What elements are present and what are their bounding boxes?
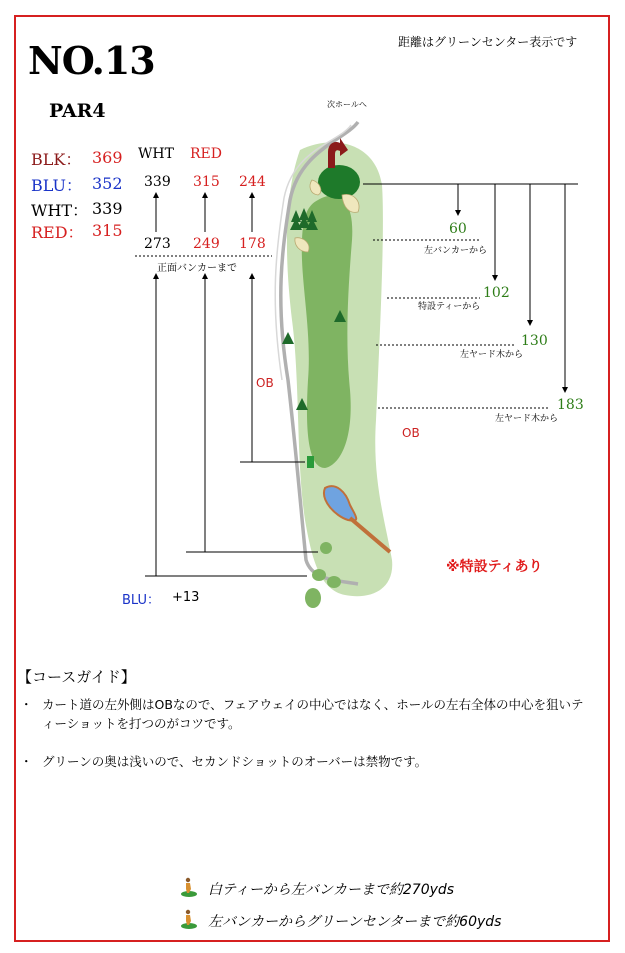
ob-right-label: OB (402, 426, 420, 440)
to-bunker-wht: 273 (144, 236, 171, 252)
bullet: ・ (20, 697, 33, 712)
par-label: PAR4 (49, 100, 106, 122)
table-header-red: RED (190, 146, 222, 162)
marker-183-label: 左ヤード木から (495, 414, 559, 424)
marker-60-value: 60 (449, 221, 467, 237)
to-green-wht: 339 (144, 174, 171, 190)
tip-1: 白ティーから左バンカーまで約270yds (208, 882, 455, 898)
tee-red-yards: 315 (92, 221, 123, 240)
to-green-red: 315 (193, 174, 220, 190)
blu-value: +13 (172, 590, 200, 605)
fairway (302, 196, 353, 468)
tee-box-2 (312, 569, 326, 581)
guide-item-2 (20, 752, 590, 771)
course-guide-heading: 【コースガイド】 (17, 668, 136, 686)
hole-title: NO.13 (28, 38, 155, 83)
tee-blk-label: BLK： (31, 150, 82, 169)
bunker-label: 正面バンカーまで (157, 263, 237, 274)
guide-item-1-text: カート道の左外側はOBなので、フェアウェイの中心ではなく、ホールの左右全体の中心を狙いティーショットを打つのがコツです。 (42, 697, 584, 731)
golfer-icon (180, 877, 198, 897)
to-bunker-red: 249 (193, 236, 220, 252)
marker-102-value: 102 (483, 285, 510, 301)
tee-box-4 (305, 588, 321, 608)
green-surface (318, 165, 360, 199)
tee-blu-yards: 352 (92, 174, 123, 193)
golfer-icon (180, 909, 198, 929)
special-tee-note: ※特設ティあり (446, 559, 543, 575)
tee-wht-yards: 339 (92, 199, 123, 218)
next-hole-label: 次ホールへ (327, 100, 367, 109)
marker-60-label: 左バンカーから (424, 246, 488, 256)
tip-2: 左バンカーからグリーンセンターまで約60yds (208, 914, 502, 930)
tee-box-3 (327, 576, 341, 588)
tee-wht-label: WHT： (31, 201, 89, 220)
bullet: ・ (20, 754, 33, 769)
tee-blu-label: BLU： (31, 176, 82, 195)
ob-left-label: OB (256, 376, 274, 390)
tee-red-label: RED： (31, 223, 84, 242)
marker-130-label: 左ヤード木から (460, 350, 524, 360)
marker-183-value: 183 (557, 397, 584, 413)
blu-label: BLU： (122, 593, 161, 608)
table-header-wht: WHT (138, 146, 174, 162)
distance-note: 距離はグリーンセンター表示です (398, 35, 578, 49)
special-tee (307, 456, 314, 468)
tee-blk-yards: 369 (92, 148, 123, 167)
to-green-special: 244 (239, 174, 266, 190)
marker-130-value: 130 (521, 333, 548, 349)
marker-102-label: 特設ティーから (418, 302, 481, 312)
tee-box-1 (320, 542, 332, 554)
guide-item-1 (20, 695, 590, 733)
guide-item-2-text: グリーンの奥は浅いので、セカンドショットのオーバーは禁物です。 (42, 754, 428, 769)
to-bunker-special: 178 (239, 236, 266, 252)
